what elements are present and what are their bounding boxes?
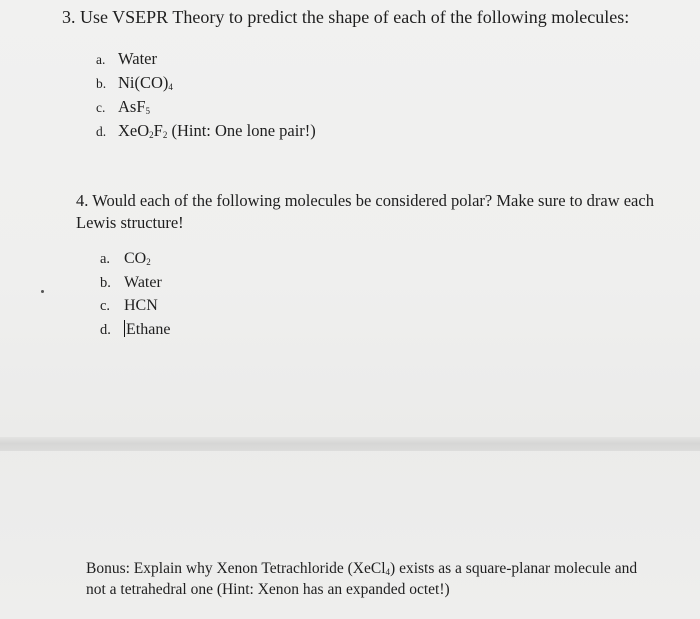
bonus-question [86, 558, 646, 600]
formula-subscript: 4 [385, 567, 391, 577]
formula-subscript: 2 [149, 130, 154, 140]
formula-subscript: 2 [162, 130, 168, 140]
question-4-item-d [100, 318, 170, 342]
question-3-item-b [96, 71, 316, 95]
item-label: a. [100, 251, 111, 267]
item-formula: Ni(CO) [118, 73, 169, 92]
item-label: d. [100, 321, 111, 338]
question-4-item-b [100, 271, 170, 295]
item-text: HCN [124, 297, 158, 314]
item-label: d. [96, 124, 107, 139]
item-formula: CO [124, 250, 147, 267]
bonus-text-start: Bonus: Explain why Xenon Tetrachloride (XeCl [86, 560, 386, 577]
item-formula-part: F [153, 121, 163, 140]
item-label: b. [100, 274, 111, 291]
item-label: c. [100, 298, 111, 314]
question-3-list [96, 47, 316, 143]
question-4-prompt: 4. Would each of the following molecules be considered polar? Make sure to draw each Lewis structure! [76, 191, 654, 232]
stray-mark [41, 290, 44, 293]
item-label: b. [96, 76, 107, 91]
item-formula: XeO [118, 121, 150, 140]
bonus-text-end: ) exists as a square-planar molecule and not a tetrahedral one (Hint: Xenon has an expanded octet!) [86, 560, 638, 598]
question-4-item-c [100, 294, 170, 318]
formula-subscript: 2 [146, 257, 151, 267]
question-4-list [100, 247, 170, 341]
item-text: Water [124, 273, 162, 291]
page-break-divider [0, 437, 700, 451]
item-label: c. [96, 100, 106, 115]
item-hint: (Hint: One lone pair!) [167, 121, 316, 140]
question-3-item-c [96, 95, 316, 119]
question-4-item-a [100, 247, 170, 271]
item-text: Ethane [126, 320, 171, 338]
formula-subscript: 5 [145, 106, 151, 116]
item-text: Water [118, 49, 157, 68]
text-cursor [124, 320, 125, 337]
question-3-prompt: 3. Use VSEPR Theory to predict the shape of each of the following molecules: [62, 7, 630, 27]
question-3-item-a [96, 47, 316, 71]
question-3-item-d [96, 119, 316, 143]
formula-subscript: 4 [168, 82, 173, 92]
item-label: a. [96, 52, 106, 67]
item-formula: AsF [118, 97, 146, 116]
